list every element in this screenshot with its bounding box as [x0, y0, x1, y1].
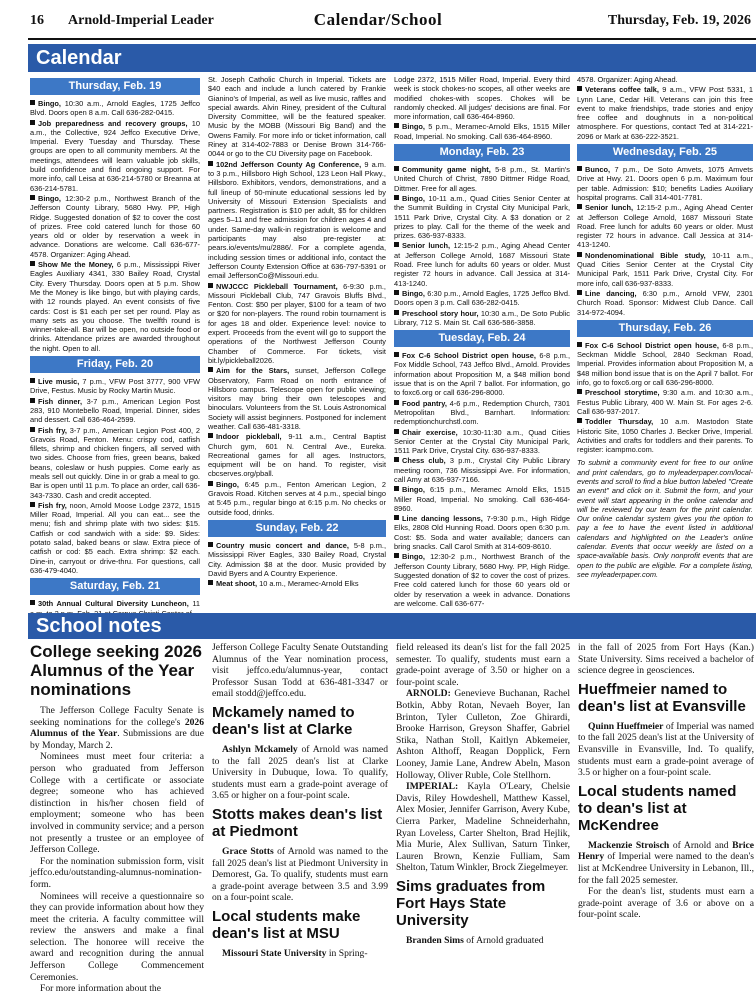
bullet-icon	[394, 553, 399, 558]
event-item: Senior lunch, 12:15-2 p.m., Aging Ahead Center at Jefferson College Arnold, 1687 Missouri State Road. Free lunch for adults 60 years or older. Must register 72 hours in advance. Call Jessica at 314-413-1240.	[394, 241, 570, 288]
event-item: Chess club, 3 p.m., Crystal City Public Library meeting room, 736 Mississippi Ave. For information, call Amy at 636-937-7166.	[394, 456, 570, 484]
headline: Mckamely named to dean's list at Clarke	[212, 703, 355, 738]
event-item: Country music concert and dance, 5-8 p.m., Mississippi River Eagles, 330 Bailey Road, Crystal City. Admission $8 at the door. Music provided by David Byers and A Country Experience.	[208, 540, 386, 578]
headline: Hueffmeier named to dean's list at Evansville	[578, 680, 746, 715]
issue-date: Thursday, Feb. 19, 2026	[607, 13, 751, 28]
event-continued: 4578. Organizer: Aging Ahead.	[577, 75, 678, 84]
event-item: Live music, 7 p.m., VFW Post 3777, 900 VFW Drive, Festus. Music by Rocky Martin Music.	[30, 377, 200, 396]
day-header: Wednesday, Feb. 25	[577, 144, 753, 161]
event-item: Bingo, 5 p.m., Meramec-Arnold Elks, 1515 Miller Road, Imperial. No smoking. Call 636-464-8960.	[394, 122, 570, 141]
school-notes-banner: School notes	[28, 613, 756, 639]
bullet-icon	[30, 378, 35, 383]
paragraph: ARNOLD: Genevieve Buchanan, Rachel Botkin, Abby Rotan, Nevaeh Boyer, Ian Brinton, Tyler Culleton, Zoe Ghirardi, Brooke Harrison, Greyson Shaffer, Gabriel Stika, Nathan Stoll, Kaitlyn Abkemeier, Ashton Althoff, Reagan Dopplick, Fern Looney, Jamie Lane, Andrew Abeln, Mason Holloway, Oliver Ruble, Cole Stellhorn.	[396, 688, 570, 781]
paragraph: The Jefferson College Faculty Senate is seeking nominations for the college's 2026 Alumnus of the Year. Submissions are due by Monday, March 2.	[30, 705, 204, 751]
day-header: Tuesday, Feb. 24	[394, 330, 570, 347]
event-item: Fish dinner, 3-7 p.m., American Legion Post 283, 910 Montebello Road, Imperial. Dinner, sides and dessert. Call 636-464-2599.	[30, 396, 200, 425]
bullet-icon	[394, 486, 399, 491]
school-column-4	[578, 642, 754, 982]
headline: Local students named to dean's list at McKendree	[578, 782, 737, 834]
event-item: Fish fry, noon, Arnold Moose Lodge 2372, 1515 Miller Road, Imperial. All you can eat... see the menu; fish and shrimp plate with two sides: $15. Catfish or cod sandwich with a side: $9. Sides: potato salad, baked beans or slaw. Extra piece of catfish or cod: $5 each. Extra shrimp: $2 each. Dine-in, carryout or drive-thru. For questions, call 636-479-4040.	[30, 500, 200, 575]
event-item: Meat shoot, 10 a.m., Meramec-Arnold Elks	[208, 579, 386, 588]
paragraph: Branden Sims of Arnold graduated	[406, 934, 544, 946]
bullet-icon	[394, 195, 399, 200]
bullet-icon	[208, 481, 213, 486]
event-item: Bingo, 10-11 a.m., Quad Cities Senior Center at the Summit Building in Crystal City Municipal Park, 1511 Park Drive, Crystal City. A $3 donation or 2 prizes to play. Call for the theme of the week and prizes. 636-937-8333.	[394, 193, 570, 241]
event-item: Fish fry, 3-7 p.m., American Legion Post 400, 2 Gravois Road, Fenton. Menu: crispy cod, catfish fillets, shrimp and chicken fingers, all served with two sides. Choose from fries, green beans, baked beans, coleslaw or hush puppies. Come early as meals sell out quickly. Dine in or grab a meal to go. Bar is open until 11 p.m. To place an order, call 636-343-7330. Cash and credit accepted.	[30, 425, 200, 500]
event-item: Bingo, 6:15 p.m., Meramec Arnold Elks, 1515 Miller Road, Imperial. No smoking. Call 636-464-8960.	[394, 485, 570, 513]
school-column-3	[396, 642, 570, 982]
event-item: 30th Annual Cultural Diversity Luncheon, 11	[30, 599, 200, 618]
event-item: Nondenominational Bible study, 10-11 a.m., Quad Cities Senior Center at the Crystal City Municipal Park, 1511 Park Drive, Crystal City. For more info, call 636-937-8333.	[577, 250, 754, 288]
paragraph: Nominees will receive a questionnaire so they can provide information about how they meet the criteria. A faculty committee will review the answers and make a final selection. The honoree will receive the award and recognition during the annual Jefferson College Commencement Ceremonies.	[30, 890, 204, 983]
event-item: Chair exercise, 10:30-11:30 a.m., Quad Cities Senior Center at the Crystal City Municipal Park, 1511 Park Drive, Crystal City. 636-937-8333.	[394, 427, 570, 456]
calendar-column-3	[394, 75, 570, 609]
calendar-column-4	[577, 75, 753, 609]
paragraph: For the dean's list, students must earn a grade-point average of 3.6 or above on a four-point scale.	[578, 886, 754, 921]
event-item: Bunco, 7 p.m., De Soto Amvets, 1075 Amvets Drive at Hwy. 21. Doors open 6 p.m. Maximum four per table. Admission: $10; benefits Ladies Auxiliary hospital programs. Call 314-401-7781.	[577, 165, 753, 202]
event-item: Preschool story hour, 10:30 a.m., De Soto Public Library, 712 S. Main St. Call 636-586-3858.	[394, 308, 570, 327]
event-continued: Lodge 2372, 1515 Miller Road, Imperial. Every third week is stock chokes-no scopes, all other weeks are modified chokes-with scopes. Chokes will be randomly checked. All judges' decisions are final. For more information, call 636-464-8960.	[394, 75, 570, 122]
bullet-icon	[394, 166, 399, 171]
day-header: Sunday, Feb. 22	[208, 520, 386, 537]
event-item: Fox C-6 School District open house, 6-8 p.m., Fox Middle School, 743 Jeffco Blvd., Arnold. Provides information about Proposition M, a $48 million bond issue that is on the April 7 ballot. For information, go to foxc6.org or call 636-296-8000.	[394, 351, 570, 398]
paragraph: field released its dean's list for the fall 2025 semester. To qualify, students must earn a grade-point average of 3.50 or higher on a four-point scale.	[396, 642, 570, 688]
headline: Stotts makes dean's list at Piedmont	[212, 805, 383, 840]
paragraph: For the nomination submission form, visit jeffco.edu/outstanding-alumnus-nomination-form.	[30, 855, 204, 890]
paragraph: Quinn Hueffmeier of Imperial was named to the fall 2025 dean's list at the University of Evansville in Evansville, Ind. To qualify, students must earn a grade-point average of 3.5 or higher on a four-point scale.	[578, 720, 754, 779]
bullet-icon	[30, 600, 35, 605]
event-item: Job preparedness and recovery groups, 10 a.m., the Collective, 924 Jeffco Executive Drive, Imperial. Every Tuesday and Thursday. These groups are open to all community members. At the meetings, attendees will learn valuable job skills, build confidence and find ongoing support. For more info, call Leisa at 636-214-5780 or Breanna at 636-214-5781.	[30, 118, 200, 193]
event-item: Line dancing lessons, 7-9:30 p.m., High Ridge Elks, 2808 Old Hunning Road. Doors open 6:30 p.m. Cost: $5. Soda and water available; dancers can bring snacks. Call Carol Smith at 314-609-8610.	[394, 514, 571, 552]
bullet-icon	[208, 283, 213, 288]
bullet-icon	[577, 252, 582, 257]
event-item: Bingo, 6:30 p.m., Arnold Eagles, 1725 Jeffco Blvd. Doors open 3 p.m. Call 636-282-0415.	[394, 288, 570, 308]
paragraph: Ashlyn Mckamely of Arnold was named to the fall 2025 dean's list at Clarke University in Dubuque, Iowa. To qualify, students must earn a grade-point average of 3.65 or higher on a four-point scale.	[212, 743, 388, 802]
paragraph: Grace Stotts of Arnold was named to the fall 2025 dean's list at Piedmont University in Demorest, Ga. To qualify, students must earn a grade-point average between 3.5 and 3.99 on a four-point scale.	[212, 845, 388, 904]
paragraph: For more information about the	[40, 983, 161, 995]
calendar-banner: Calendar	[28, 44, 756, 72]
page-number: 16	[30, 13, 44, 28]
paragraph: Mackenzie Stroisch of Arnold and Brice Henry of Imperial were named to the dean's list at McKendree University in Lebanon, Ill., for the fall 2025 semester.	[578, 839, 754, 886]
event-item: Indoor pickleball, 9-11 a.m., Central Baptist Church gym, 601 N. Central Ave., Eureka. Recreational games for all ages. Instructors, equipment will be on hand. To register, visit cbcserves.org/pball.	[208, 432, 386, 479]
event-continued: St. Joseph Catholic Church in Imperial. Tickets are $40 each and include a lunch catered by Frankie Gianino's of Imperial, as well as live music, raffles and special awards. Alvin Riney, president of the Cultural Diversity Committee, will be the featured speaker. Music by the MOBB (Missouri Big Band) and the Owens Family. For more info or ticket information, call Riney at 314-402-7883 or Denise Brown 314-766-0044 or go to the CU Diversity page on Facebook.	[208, 75, 386, 159]
bullet-icon	[577, 86, 582, 91]
paragraph: IMPERIAL: Kayla O'Leary, Chelsie Davis, Riley Howdeshell, Matthew Kassel, Alex Mosier, Jennifer Garrison, Avery Kube, Cierra Parker, Madeline Schneiderhahn, Ryan Loveless, Carter Shelton, Brad Hejlik, Mia Murie, Alex Sullivan, Saturn Tinker, Lauren Brown, Kenzie Fulliam, Sam Shelton, Tatum Winkler, Brock Ziegelmeyer.	[396, 781, 570, 874]
bullet-icon	[208, 433, 213, 438]
event-item: Show Me the Money, 6 p.m., Mississippi River Eagles Auxiliary 4341, 330 Bailey Road, Crystal City. Every Thursday. Doors open at 5 p.m. Show Me the Money is like bingo, but with playing cards, with 12 rounds played. An event consists of five cards: Cost is $1 each per set per round. Play as many sets as you choose. The twelfth round is winner-take-all. Bar will be open, no outside food or drinks. Attendance prizes are awarded throughout the night. Open to all.	[30, 260, 200, 353]
bullet-icon	[394, 515, 399, 520]
event-item: Bingo, 6:45 p.m., Fenton American Legion, 2 Gravois Road. Kitchen serves at 4 p.m., special bingo at 5:45 p.m., regular bingo at 6:15 p.m. No checks or outside food, drinks.	[208, 479, 386, 517]
publication-name: Arnold-Imperial Leader	[68, 13, 214, 28]
calendar-column-1	[30, 75, 200, 609]
event-item: Veterans coffee talk, 9 a.m., VFW Post 5331, 1 Lynn Lane, Cedar Hill. Veterans can join this free event to make friendships, trade stories and enjoy free coffee and doughnuts in a non-political atmosphere. For questions, contact Ted at 314-221-2096 or Mark at 636-222-3521.	[577, 85, 754, 141]
bullet-icon	[577, 166, 582, 171]
bullet-icon	[208, 542, 213, 547]
paragraph: Nominees must meet four criteria: a person who graduated from Jefferson College with a certificate or associate degree; someone who has achieved distinction in his/her chosen field of employment; someone who has been involved in community service; and a person not presently a trustee or an employee of Jefferson College.	[30, 751, 204, 856]
bullet-icon	[577, 418, 582, 423]
event-item: Line dancing, 6:30 p.m., Arnold VFW, 2301 Church Road. Sponsor: Midwest Club Dance. Call 314-972-4094.	[577, 288, 753, 317]
bullet-icon	[394, 310, 399, 315]
event-item: Bingo, 10:30 a.m., Arnold Eagles, 1725 Jeffco Blvd. Doors open 8 a.m. Call 636-282-0415.	[30, 99, 200, 118]
bullet-icon	[394, 429, 399, 434]
headline: Local students make dean's list at MSU	[212, 907, 361, 942]
event-item: Community game night, 5-8 p.m., St. Martin's United Church of Christ, 7890 Dittmer Ridge Road, Dittmer. Free for all ages.	[394, 165, 570, 193]
day-header: Saturday, Feb. 21	[30, 578, 200, 595]
paragraph: Jefferson College Faculty Senate Outstanding Alumnus of the Year nomination process, visit jeffco.edu/alumnus-year, contact Professor Susan Todd at 636-481-3347 or email stodd@jeffco.edu.	[212, 642, 388, 700]
bullet-icon	[394, 123, 399, 128]
bullet-icon	[208, 580, 213, 585]
day-header: Monday, Feb. 23	[394, 144, 570, 161]
bullet-icon	[394, 242, 399, 247]
event-item: Aim for the Stars, sunset, Jefferson College Observatory, Farm Road on north entrance of Hillsboro campus. Telescope open for public viewing; visitors may bring their own telescopes and binoculars. Volunteers from the St. Louis Astronomical Society will assist beginners. Postponed for inclement weather. Call 636-481-3318.	[208, 366, 386, 431]
paragraph: in the fall of 2025 from Fort Hays (Kan.) State University. Sims received a bachelor of science degree in geosciences.	[578, 642, 754, 677]
bullet-icon	[394, 290, 399, 295]
event-item: 102nd Jefferson County Ag Conference, 9 a.m. to 3 p.m., Hillsboro High School, 123 Leon Hall Pkwy., Hillsboro. Exhibitors, vendors, demonstrations, and a full lineup of 50-minute educational sessions led by University of Missouri Extension Specialists and partners. Registration is $10 per adult, $5 for children ages 5–11 and free admission for children ages 4 and under. Same-day walk-in registration is welcome and participants may also pre-register at: pears.io/events/mu/2886/. For a complete agenda, including session times or additional info, contact the Jefferson County Extension Office at 636-797-5391 or email JeffersonCo@Missouri.edu.	[208, 159, 387, 281]
event-item: Fox C-6 School District open house, 6-8 p.m., Seckman Middle School, 2840 Seckman Road, Imperial. Provides information about Proposition M, a $48 million bond issue that is on the April 7 ballot. For info, go to foxc6.org or call 636-296-8000.	[577, 340, 753, 388]
event-item: Senior lunch, 12:15-2 p.m., Aging Ahead Center at Jefferson College Arnold, 1687 Missouri State Road. Free lunch for adults 60 years or older. Must register 72 hours in advance. Call Jessica at 314-413-1240.	[577, 203, 753, 250]
event-item: Preschool storytime, 9:30 a.m. and 10:30 a.m., Festus Public Library, 400 W. Main St. For ages 2-6. Call 636-937-2017.	[577, 388, 753, 416]
bullet-icon	[30, 100, 35, 105]
submission-note: To submit a community event for free to our online and print calendars, go to myleaderpaper.com/local-events and scroll to find a blue button labeled "Create an event" and click on it. Submit the form, and your event will start appearing in the online calendar and will be reviewed by our team for the print calendar. Our online calendar system gives you the option to pay a fee to have the event listed in additional calendars and highlighted on the Leader's online calendar. Events that occur weekly are listed on a space-available basis. Only nonprofit events that are open to the public are eligible. For a complete listing, see myleaderpaper.com.	[577, 458, 753, 579]
bullet-icon	[394, 352, 399, 357]
bullet-icon	[30, 261, 35, 266]
bullet-icon	[577, 342, 582, 347]
bullet-icon	[577, 204, 582, 209]
paragraph: Missouri State University in Spring-	[222, 947, 368, 959]
headline: College seeking 2026 Alumnus of the Year nominations	[30, 642, 202, 699]
bullet-icon	[577, 290, 582, 295]
section-title: Calendar/School	[313, 10, 443, 29]
bullet-icon	[394, 400, 399, 405]
event-item: Toddler Thursday, 10 a.m. Mastodon State Historic Site, 1050 Charles J. Becker Drive, Imperial. Activities and crafts for toddlers and their parents. To register: icampmo.com.	[577, 417, 753, 455]
day-header: Thursday, Feb. 19	[30, 78, 200, 95]
event-item: NWJCCC Pickleball Tournament, 6-9:30 p.m., Missouri Pickleball Club, 747 Gravois Bluffs Blvd., Fenton. Cost: $50 per player, $100 for a team of two or $20 for non-players. The round robin tournament is for ages 18 and older. Experience level: novice to expert. Proceeds from the event will go to support the operations of the Northwest Jefferson County Chamber of Commerce. For tickets, visit bit.ly/pickleball2026.	[208, 281, 386, 365]
bullet-icon	[30, 195, 35, 200]
bullet-icon	[30, 120, 35, 125]
bullet-icon	[30, 502, 35, 507]
masthead	[0, 0, 756, 40]
bullet-icon	[577, 389, 582, 394]
day-header: Thursday, Feb. 26	[577, 320, 753, 337]
bullet-icon	[208, 367, 213, 372]
event-item: Bingo, 12:30-2 p.m., Northwest Branch of the Jefferson County Library, 5680 Hwy. PP, High Ridge. Suggested donation of $2 to cover the cost of prizes. Free cold catered lunch for those 60 years old or older by reservation a week in advance. Donations are welcome. Call 636-677-4578. Organizer: Aging Ahead.	[30, 193, 200, 259]
school-column-1	[30, 642, 204, 995]
bullet-icon	[394, 457, 399, 462]
event-item: Bingo, 12:30-2 p.m., Northwest Branch of the Jefferson County Library, 5680 Hwy. PP, High Ridge. Suggested donation of $2 to cover the cost of prizes. Free cold catered lunch for those 60 years old or older by reservation a week in advance. Donations are welcome. Call 636-677-	[394, 552, 570, 608]
bullet-icon	[208, 161, 213, 166]
calendar-column-2	[208, 75, 386, 609]
bullet-icon	[30, 427, 35, 432]
bullet-icon	[30, 398, 35, 403]
headline: Sims graduates from Fort Hays State University	[396, 877, 546, 929]
school-column-2	[212, 642, 388, 982]
day-header: Friday, Feb. 20	[30, 356, 200, 373]
header-rule	[28, 38, 756, 40]
event-item: Food pantry, 4-6 p.m., Redemption Church, 7301 Metropolitan Blvd., Barnhart. Information: redemptionchurchstl.com.	[394, 398, 571, 427]
